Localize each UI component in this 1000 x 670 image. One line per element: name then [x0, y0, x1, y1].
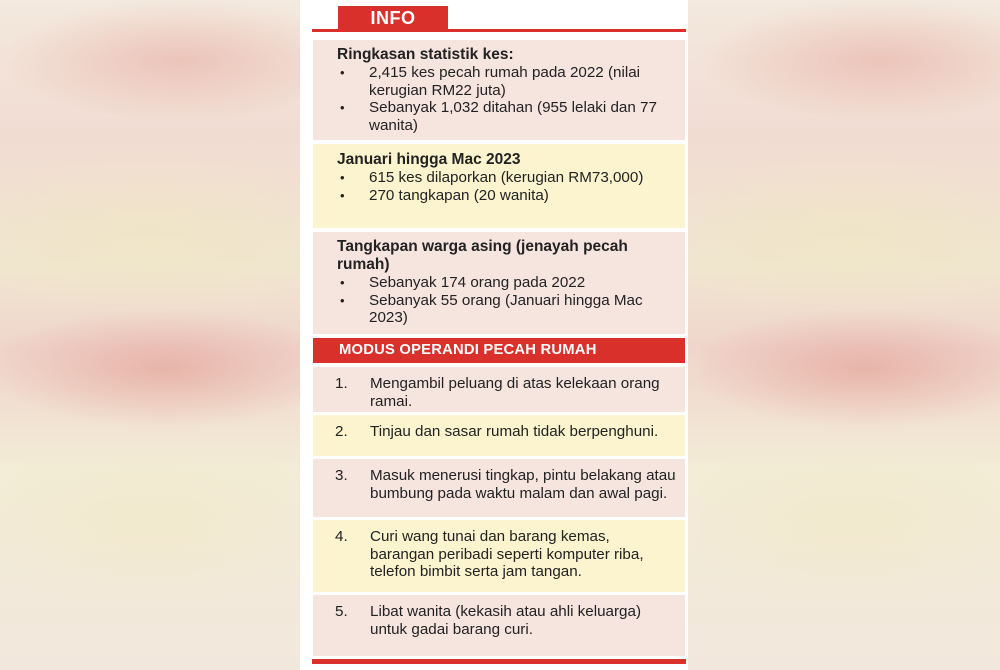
list-item: • 615 kes dilaporkan (kerugian RM73,000)	[340, 169, 644, 186]
step-text: Masuk menerusi tingkap, pintu belakang atau bumbung pada waktu malam dan awal pagi.	[370, 467, 676, 502]
section-foreign-arrests	[313, 232, 685, 334]
bullet-list	[337, 274, 677, 327]
top-rule	[312, 29, 686, 32]
bullet-list	[337, 64, 677, 134]
bullet-icon: •	[340, 100, 345, 115]
step-number: 5.	[335, 603, 348, 620]
bullet-icon: •	[340, 292, 345, 308]
info-tab: INFO	[338, 6, 448, 30]
section-case-summary	[313, 40, 685, 140]
step-item	[313, 459, 685, 517]
list-item: • 2,415 kes pecah rumah pada 2022 (nilai kerugian RM22 juta)	[340, 64, 641, 99]
list-item: • Sebanyak 55 orang (Januari hingga Mac 2023)	[340, 291, 643, 326]
bullet-icon: •	[340, 187, 345, 203]
bullet-list	[337, 169, 677, 204]
step-number: 1.	[335, 375, 348, 392]
step-item	[313, 520, 685, 592]
step-number: 4.	[335, 528, 348, 545]
step-item	[313, 595, 685, 656]
bottom-rule	[312, 659, 686, 664]
step-text: Tinjau dan sasar rumah tidak berpenghuni.	[370, 423, 659, 440]
section-title: Januari hingga Mac 2023	[337, 151, 521, 168]
list-item: • Sebanyak 174 orang pada 2022	[340, 274, 586, 291]
list-item: • Sebanyak 1,032 ditahan (955 lelaki dan 77 wanita)	[340, 99, 657, 134]
list-item: • 270 tangkapan (20 wanita)	[340, 186, 549, 204]
section-title: Tangkapan warga asing (jenayah pecah rumah)	[337, 238, 628, 273]
blurred-background-left	[0, 0, 300, 670]
section-jan-mar-2023	[313, 144, 685, 228]
step-number: 2.	[335, 423, 348, 440]
bullet-icon: •	[340, 65, 345, 80]
step-text: Curi wang tunai dan barang kemas, barangan peribadi seperti komputer riba, telefon bimbit serta jam tangan.	[370, 528, 644, 580]
bullet-icon: •	[340, 170, 345, 185]
step-item	[313, 367, 685, 412]
info-panel	[300, 0, 688, 670]
bullet-icon: •	[340, 275, 345, 290]
blurred-background-right	[700, 0, 1000, 670]
step-text: Mengambil peluang di atas kelekaan orang ramai.	[370, 375, 660, 410]
step-number: 3.	[335, 467, 348, 484]
step-text: Libat wanita (kekasih atau ahli keluarga) untuk gadai barang curi.	[370, 603, 642, 638]
section-title: Ringkasan statistik kes:	[337, 46, 514, 63]
step-item	[313, 415, 685, 456]
modus-operandi-header: MODUS OPERANDI PECAH RUMAH	[313, 338, 685, 363]
